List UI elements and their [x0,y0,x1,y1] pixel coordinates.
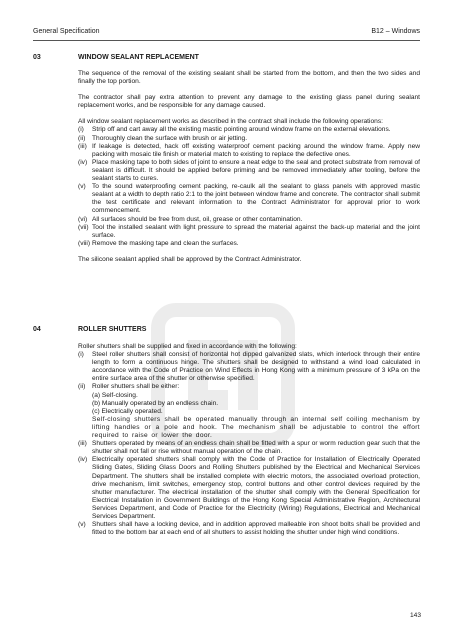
header-right: B12 – Windows [371,28,420,35]
list-item [78,440,420,456]
section-03-title: WINDOW SEALANT REPLACEMENT [78,54,199,61]
list-text: Strip off and cart away all the existing mastic pointing around window frame on the external elevations. [92,126,391,134]
list-text: If leakage is detected, hack off existing waterproof cement packing around the window frame. Apply new packing with mosaic tile finish or material match to existing to replace the defective ones. [92,142,420,158]
section-03-heading [33,54,199,61]
list-text: Electrically operated shutters shall comply with the Code of Practice for Installation of Electrically Operated Sliding Gates, Sliding Glass Doors and Rolling Shutters published by the Electrical and Mechanical Services Department. The shutters shall be installed complete with electric motors, the associated overload protection, drive mechanism, limit switches, emergency stop, control buttons and other control devices required by the shutter manufacturer. The electrical installation of the shutter shall comply with the General Specification for Electrical Installation in Government Buildings of the Hong Kong Special Administrative Region, Architectural Services Department, and Code of Practice for the Electricity (Wiring) Regulations, Electrical and Mechanical Services Department. [92,456,420,520]
header-rule [33,40,420,41]
list-item [78,183,420,215]
section-04-body [78,343,420,537]
header-left: General Specification [33,28,100,35]
sub-item: (b) Manually operated by an endless chain. [92,399,219,407]
page-number: 143 [410,612,422,619]
list-marker: (ii) [78,134,86,142]
list-marker: (vii) [78,223,89,231]
list-item [78,240,420,248]
list-text: All surfaces should be free from dust, oil, grease or other contamination. [92,215,303,223]
list-item [78,216,420,224]
list-item [78,224,420,240]
list-text: Shutters shall have a locking device, and in addition approved malleable iron shoot bolts shall be provided and fitted to the bottom bar at each end of all shutters to assist holding the shutter under high wind conditions. [92,521,420,537]
section-04-paragraph-1: Roller shutters shall be supplied and fixed in accordance with the following: [78,343,297,350]
list-item [78,135,420,143]
list-text: Tool the installed sealant with light pressure to spread the material against the back-up material and the joint surface. [92,223,420,239]
list-item [78,521,420,537]
list-marker: (iii) [78,440,87,448]
list-text: Place masking tape to both sides of joint to ensure a neat edge to the seal and protect substrate from removal of sealant is difficult. It should be applied before priming and be removed immediately after tooling, before the sealant starts to cures. [92,158,420,183]
section-03-number: 03 [33,54,41,61]
list-text: Roller shutters shall be either: [92,383,180,391]
list-marker: (iv) [78,456,88,464]
list-item [78,383,420,440]
section-04-requirements-list [78,351,420,537]
list-marker: (ii) [78,383,86,391]
section-03-body [78,70,420,272]
section-04-number: 04 [33,326,41,333]
list-marker: (iv) [78,158,88,166]
section-03-operations-list [78,126,420,247]
section-03-paragraph-4: The silicone sealant applied shall be approved by the Contract Administrator. [78,255,302,263]
list-item [78,351,420,383]
list-text: Steel roller shutters shall consist of horizontal hot dipped galvanized slats, which interlock through their entire length to form a continuous hinge. The shutters shall be designed to withstand a wind load calculated in accordance with the Code of Practice on Wind Effects in Hong Kong with a minimum pressure of 3 kPa on the entire surface area of the shutter or otherwise specified. [92,351,420,383]
list-item [78,126,420,134]
section-03-paragraph-3: All window sealant replacement works as described in the contract shall include the following operations: [78,118,383,126]
list-text: To the sound waterproofing cement packing, re-caulk all the sealant to glass panels with approved mastic sealant at a width to depth ratio 2:1 to the joint between window frame and concrete. The contractor shall submit the test certificate and relevant information to the Contract Administrator for approval prior to work commencement. [92,183,420,215]
list-marker: (v) [78,183,86,191]
section-03-paragraph-1: The sequence of the removal of the existing sealant shall be started from the bottom, and then the two sides and finally the top portion. [78,70,420,86]
list-marker: (i) [78,351,84,359]
section-04-title: ROLLER SHUTTERS [78,326,147,333]
list-text: Remove the masking tape and clean the surfaces. [92,239,239,247]
sub-item: (a) Self-closing. [92,391,138,399]
list-item [78,143,420,159]
sub-note: Self-closing shutters shall be operated manually through an internal self coiling mechanism by lifting handles or a pole and hook. The mechanism shall be adjustable to control the effort required to raise or lower the door. [92,415,420,440]
list-text-group [92,383,420,440]
list-text: Shutters operated by means of an endless chain shall be fitted with a spur or worm reduction gear such that the shutter shall not fall or rise without manual operation of the chain. [92,440,420,456]
list-marker: (i) [78,126,84,134]
section-04-heading [33,326,146,333]
page-header [33,28,420,35]
list-marker: (v) [78,521,86,529]
list-text: Thoroughly clean the surface with brush or air jetting. [92,134,248,142]
list-marker: (vi) [78,215,88,223]
sub-item: (c) Electrically operated. [92,407,163,415]
list-item [78,159,420,183]
list-item [78,456,420,521]
list-marker: (viii) [78,239,91,247]
list-marker: (iii) [78,142,87,150]
section-03-paragraph-2: The contractor shall pay extra attention to prevent any damage to the existing glass panel during sealant replacement works, and be responsible for any damage caused. [78,94,420,110]
